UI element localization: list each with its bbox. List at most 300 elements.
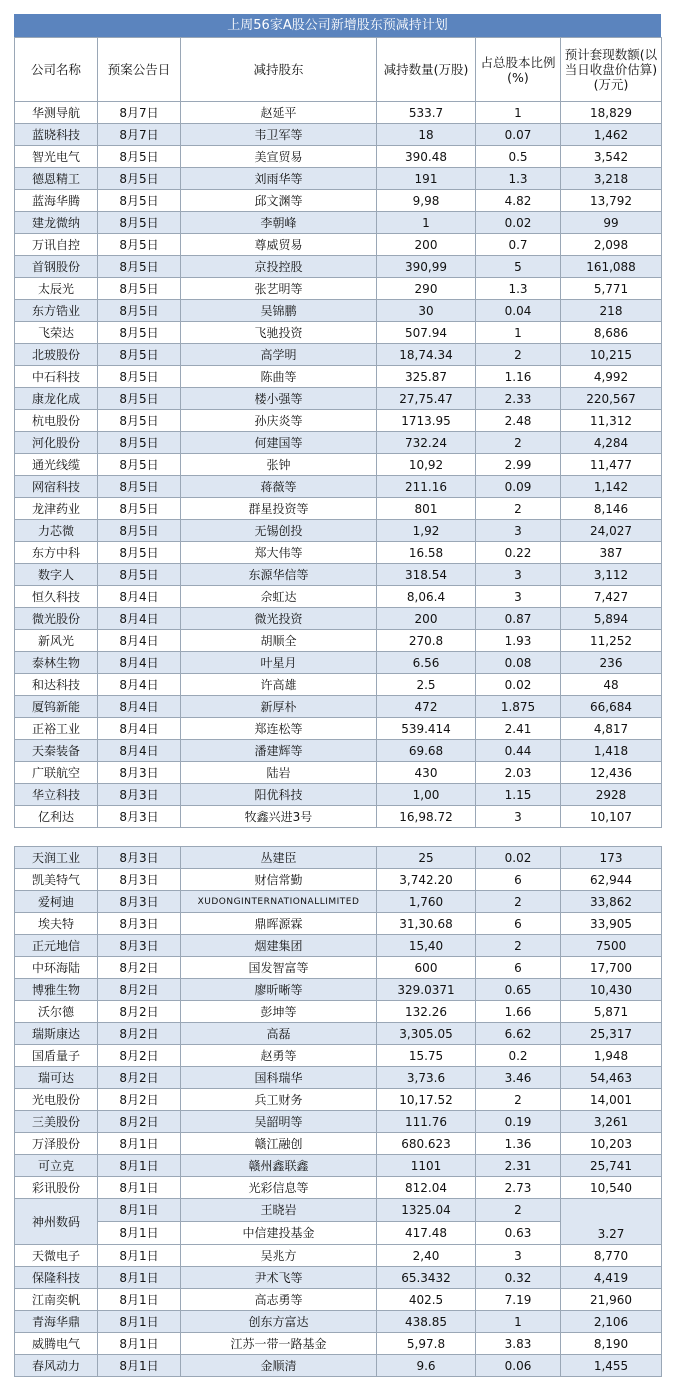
holder-cell: 金顺清 bbox=[181, 1355, 377, 1377]
date-cell-line: 8月1日 bbox=[98, 1199, 180, 1222]
value-cell: 14,001 bbox=[561, 1089, 662, 1111]
value-cell: 17,700 bbox=[561, 957, 662, 979]
table-row bbox=[15, 1133, 662, 1155]
amount-cell: 16,98.72 bbox=[377, 806, 476, 828]
table-row bbox=[15, 190, 662, 212]
date-cell bbox=[98, 1199, 181, 1245]
ratio-cell: 0.5 bbox=[476, 146, 561, 168]
company-cell: 泰林生物 bbox=[15, 652, 98, 674]
date-cell: 8月5日 bbox=[98, 300, 181, 322]
date-cell: 8月5日 bbox=[98, 410, 181, 432]
table-row bbox=[15, 1311, 662, 1333]
date-cell: 8月3日 bbox=[98, 869, 181, 891]
date-cell: 8月3日 bbox=[98, 935, 181, 957]
ratio-cell: 5 bbox=[476, 256, 561, 278]
ratio-cell: 0.22 bbox=[476, 542, 561, 564]
amount-cell: 507.94 bbox=[377, 322, 476, 344]
holder-cell: 张艺明等 bbox=[181, 278, 377, 300]
ratio-cell: 1.3 bbox=[476, 278, 561, 300]
company-cell: 智光电气 bbox=[15, 146, 98, 168]
company-cell: 春风动力 bbox=[15, 1355, 98, 1377]
table-row bbox=[15, 1067, 662, 1089]
date-cell: 8月3日 bbox=[98, 784, 181, 806]
date-cell: 8月4日 bbox=[98, 586, 181, 608]
table-row bbox=[15, 542, 662, 564]
ratio-cell: 1.36 bbox=[476, 1133, 561, 1155]
date-cell: 8月4日 bbox=[98, 718, 181, 740]
amount-cell: 1,760 bbox=[377, 891, 476, 913]
table-row bbox=[15, 762, 662, 784]
company-cell: 德恩精工 bbox=[15, 168, 98, 190]
ratio-cell: 1 bbox=[476, 322, 561, 344]
amount-cell: 132.26 bbox=[377, 1001, 476, 1023]
amount-cell: 1,00 bbox=[377, 784, 476, 806]
ratio-cell: 1.16 bbox=[476, 366, 561, 388]
company-cell: 万讯自控 bbox=[15, 234, 98, 256]
table-row bbox=[15, 278, 662, 300]
holder-cell: 赣江融创 bbox=[181, 1133, 377, 1155]
company-cell: 威腾电气 bbox=[15, 1333, 98, 1355]
date-cell: 8月1日 bbox=[98, 1133, 181, 1155]
ratio-cell: 2 bbox=[476, 344, 561, 366]
ratio-cell: 3 bbox=[476, 564, 561, 586]
holder-cell: 陈曲等 bbox=[181, 366, 377, 388]
value-cell: 54,463 bbox=[561, 1067, 662, 1089]
table-row bbox=[15, 847, 662, 869]
value-cell: 66,684 bbox=[561, 696, 662, 718]
company-cell: 神州数码 bbox=[15, 1199, 98, 1245]
holder-cell: 国发智富等 bbox=[181, 957, 377, 979]
amount-cell: 15.75 bbox=[377, 1045, 476, 1067]
value-cell: 3,542 bbox=[561, 146, 662, 168]
holder-cell: 吴锦鹏 bbox=[181, 300, 377, 322]
amount-cell: 200 bbox=[377, 608, 476, 630]
table-row bbox=[15, 1111, 662, 1133]
company-cell: 华立科技 bbox=[15, 784, 98, 806]
ratio-cell: 2.99 bbox=[476, 454, 561, 476]
ratio-cell: 2.48 bbox=[476, 410, 561, 432]
date-cell: 8月2日 bbox=[98, 1111, 181, 1133]
date-cell: 8月5日 bbox=[98, 366, 181, 388]
date-cell: 8月5日 bbox=[98, 564, 181, 586]
amount-cell: 1101 bbox=[377, 1155, 476, 1177]
value-cell: 33,862 bbox=[561, 891, 662, 913]
table-row bbox=[15, 432, 662, 454]
date-cell: 8月1日 bbox=[98, 1355, 181, 1377]
amount-cell: 191 bbox=[377, 168, 476, 190]
amount-cell: 600 bbox=[377, 957, 476, 979]
value-cell: 18,829 bbox=[561, 102, 662, 124]
ratio-cell: 2.03 bbox=[476, 762, 561, 784]
value-cell: 10,203 bbox=[561, 1133, 662, 1155]
ratio-cell: 0.2 bbox=[476, 1045, 561, 1067]
table-row bbox=[15, 410, 662, 432]
company-cell: 龙津药业 bbox=[15, 498, 98, 520]
holder-cell: 陆岩 bbox=[181, 762, 377, 784]
amount-cell: 2,40 bbox=[377, 1245, 476, 1267]
date-cell: 8月3日 bbox=[98, 762, 181, 784]
ratio-cell: 3.83 bbox=[476, 1333, 561, 1355]
company-cell: 首钢股份 bbox=[15, 256, 98, 278]
company-cell: 微光股份 bbox=[15, 608, 98, 630]
value-cell: 8,146 bbox=[561, 498, 662, 520]
value-cell: 218 bbox=[561, 300, 662, 322]
company-cell: 河化股份 bbox=[15, 432, 98, 454]
amount-cell: 2.5 bbox=[377, 674, 476, 696]
holder-cell: 赵延平 bbox=[181, 102, 377, 124]
company-cell: 保隆科技 bbox=[15, 1267, 98, 1289]
header-holder: 减持股东 bbox=[181, 38, 377, 102]
holder-cell: 楼小强等 bbox=[181, 388, 377, 410]
value-cell: 1,418 bbox=[561, 740, 662, 762]
holder-cell: 国科瑞华 bbox=[181, 1067, 377, 1089]
holder-cell: XUDONGINTERNATIONALLIMITED bbox=[181, 891, 377, 913]
amount-cell: 290 bbox=[377, 278, 476, 300]
date-cell: 8月4日 bbox=[98, 674, 181, 696]
holder-cell: 叶星月 bbox=[181, 652, 377, 674]
header-company: 公司名称 bbox=[15, 38, 98, 102]
table-row bbox=[15, 322, 662, 344]
ratio-cell: 2.33 bbox=[476, 388, 561, 410]
holder-cell: 孙庆炎等 bbox=[181, 410, 377, 432]
holder-cell: 郑连松等 bbox=[181, 718, 377, 740]
date-cell: 8月4日 bbox=[98, 652, 181, 674]
company-cell: 埃夫特 bbox=[15, 913, 98, 935]
value-cell: 2,098 bbox=[561, 234, 662, 256]
table-row bbox=[15, 1267, 662, 1289]
ratio-cell: 0.7 bbox=[476, 234, 561, 256]
amount-cell: 430 bbox=[377, 762, 476, 784]
value-cell: 10,430 bbox=[561, 979, 662, 1001]
company-cell: 蓝晓科技 bbox=[15, 124, 98, 146]
company-cell: 东方中科 bbox=[15, 542, 98, 564]
date-cell: 8月5日 bbox=[98, 388, 181, 410]
amount-cell: 8,06.4 bbox=[377, 586, 476, 608]
table-row bbox=[15, 630, 662, 652]
table-row bbox=[15, 674, 662, 696]
ratio-cell: 0.02 bbox=[476, 674, 561, 696]
holder-cell bbox=[181, 1199, 377, 1245]
ratio-cell: 0.09 bbox=[476, 476, 561, 498]
date-cell: 8月7日 bbox=[98, 102, 181, 124]
date-cell: 8月1日 bbox=[98, 1311, 181, 1333]
holder-cell: 赵勇等 bbox=[181, 1045, 377, 1067]
date-cell: 8月4日 bbox=[98, 630, 181, 652]
amount-cell: 680.623 bbox=[377, 1133, 476, 1155]
table-row bbox=[15, 1177, 662, 1199]
table-row bbox=[15, 146, 662, 168]
ratio-cell: 0.02 bbox=[476, 847, 561, 869]
company-cell: 东方锆业 bbox=[15, 300, 98, 322]
ratio-cell: 2 bbox=[476, 1089, 561, 1111]
amount-cell: 16.58 bbox=[377, 542, 476, 564]
amount-cell: 539.414 bbox=[377, 718, 476, 740]
value-cell: 48 bbox=[561, 674, 662, 696]
holder-cell: 飞驰投资 bbox=[181, 322, 377, 344]
company-cell: 通光线缆 bbox=[15, 454, 98, 476]
company-cell: 中石科技 bbox=[15, 366, 98, 388]
reduction-table-part2 bbox=[14, 846, 662, 1377]
table-row bbox=[15, 696, 662, 718]
date-cell: 8月5日 bbox=[98, 498, 181, 520]
value-cell: 11,477 bbox=[561, 454, 662, 476]
holder-cell: 许高雄 bbox=[181, 674, 377, 696]
company-cell: 天润工业 bbox=[15, 847, 98, 869]
date-cell: 8月1日 bbox=[98, 1177, 181, 1199]
company-cell: 可立克 bbox=[15, 1155, 98, 1177]
amount-cell: 9,98 bbox=[377, 190, 476, 212]
amount-cell: 318.54 bbox=[377, 564, 476, 586]
table-row-merged bbox=[15, 1199, 662, 1245]
ratio-cell bbox=[476, 1199, 561, 1245]
company-cell: 光电股份 bbox=[15, 1089, 98, 1111]
table-row bbox=[15, 935, 662, 957]
date-cell: 8月1日 bbox=[98, 1155, 181, 1177]
ratio-cell: 3 bbox=[476, 520, 561, 542]
holder-cell: 潘建辉等 bbox=[181, 740, 377, 762]
holder-cell: 胡顺全 bbox=[181, 630, 377, 652]
value-cell: 236 bbox=[561, 652, 662, 674]
amount-cell: 5,97.8 bbox=[377, 1333, 476, 1355]
table-row bbox=[15, 476, 662, 498]
amount-cell: 9.6 bbox=[377, 1355, 476, 1377]
ratio-cell: 1.66 bbox=[476, 1001, 561, 1023]
company-cell: 瑞可达 bbox=[15, 1067, 98, 1089]
table-row bbox=[15, 300, 662, 322]
company-cell: 瑞斯康达 bbox=[15, 1023, 98, 1045]
amount-cell-line: 1325.04 bbox=[377, 1199, 475, 1222]
value-cell: 220,567 bbox=[561, 388, 662, 410]
date-cell: 8月1日 bbox=[98, 1245, 181, 1267]
company-cell: 博雅生物 bbox=[15, 979, 98, 1001]
ratio-cell: 0.08 bbox=[476, 652, 561, 674]
ratio-cell: 2 bbox=[476, 935, 561, 957]
holder-cell: 无锡创投 bbox=[181, 520, 377, 542]
table-row bbox=[15, 913, 662, 935]
holder-cell: 京投控股 bbox=[181, 256, 377, 278]
date-cell: 8月5日 bbox=[98, 344, 181, 366]
date-cell: 8月3日 bbox=[98, 847, 181, 869]
holder-cell: 佘虹达 bbox=[181, 586, 377, 608]
value-cell: 10,215 bbox=[561, 344, 662, 366]
date-cell: 8月5日 bbox=[98, 190, 181, 212]
date-cell: 8月5日 bbox=[98, 432, 181, 454]
company-cell: 康龙化成 bbox=[15, 388, 98, 410]
company-cell: 和达科技 bbox=[15, 674, 98, 696]
value-cell: 11,312 bbox=[561, 410, 662, 432]
amount-cell: 732.24 bbox=[377, 432, 476, 454]
ratio-cell: 1.15 bbox=[476, 784, 561, 806]
amount-cell: 270.8 bbox=[377, 630, 476, 652]
company-cell: 杭电股份 bbox=[15, 410, 98, 432]
amount-cell: 390,99 bbox=[377, 256, 476, 278]
holder-cell: 阳优科技 bbox=[181, 784, 377, 806]
ratio-cell: 0.65 bbox=[476, 979, 561, 1001]
amount-cell: 30 bbox=[377, 300, 476, 322]
amount-cell: 6.56 bbox=[377, 652, 476, 674]
date-cell: 8月2日 bbox=[98, 1089, 181, 1111]
company-cell: 沃尔德 bbox=[15, 1001, 98, 1023]
value-cell: 4,419 bbox=[561, 1267, 662, 1289]
ratio-cell: 0.19 bbox=[476, 1111, 561, 1133]
holder-cell: 韦卫军等 bbox=[181, 124, 377, 146]
holder-cell: 创东方富达 bbox=[181, 1311, 377, 1333]
date-cell: 8月5日 bbox=[98, 520, 181, 542]
table-row bbox=[15, 1355, 662, 1377]
company-cell: 国盾量子 bbox=[15, 1045, 98, 1067]
date-cell: 8月3日 bbox=[98, 891, 181, 913]
table-row bbox=[15, 608, 662, 630]
ratio-cell: 0.04 bbox=[476, 300, 561, 322]
value-cell: 3.27 bbox=[561, 1199, 662, 1245]
table-row bbox=[15, 979, 662, 1001]
ratio-cell: 2 bbox=[476, 432, 561, 454]
value-cell: 5,771 bbox=[561, 278, 662, 300]
amount-cell: 390.48 bbox=[377, 146, 476, 168]
date-cell: 8月5日 bbox=[98, 256, 181, 278]
table-row bbox=[15, 366, 662, 388]
amount-cell bbox=[377, 1199, 476, 1245]
amount-cell: 18,74.34 bbox=[377, 344, 476, 366]
amount-cell: 65.3432 bbox=[377, 1267, 476, 1289]
company-cell: 新风光 bbox=[15, 630, 98, 652]
holder-cell: 赣州鑫联鑫 bbox=[181, 1155, 377, 1177]
amount-cell: 27,75.47 bbox=[377, 388, 476, 410]
amount-cell: 3,305.05 bbox=[377, 1023, 476, 1045]
ratio-cell: 1.93 bbox=[476, 630, 561, 652]
value-cell: 10,540 bbox=[561, 1177, 662, 1199]
ratio-cell: 1 bbox=[476, 1311, 561, 1333]
table-row bbox=[15, 891, 662, 913]
amount-cell: 438.85 bbox=[377, 1311, 476, 1333]
table-row bbox=[15, 124, 662, 146]
value-cell: 3,261 bbox=[561, 1111, 662, 1133]
value-cell: 99 bbox=[561, 212, 662, 234]
holder-cell: 高学明 bbox=[181, 344, 377, 366]
company-cell: 正裕工业 bbox=[15, 718, 98, 740]
date-cell: 8月5日 bbox=[98, 234, 181, 256]
table-row bbox=[15, 718, 662, 740]
holder-cell-line: 王晓岩 bbox=[181, 1199, 376, 1222]
date-cell: 8月3日 bbox=[98, 806, 181, 828]
value-cell: 1,455 bbox=[561, 1355, 662, 1377]
ratio-cell-line: 2 bbox=[476, 1199, 560, 1222]
ratio-cell: 0.07 bbox=[476, 124, 561, 146]
value-cell: 13,792 bbox=[561, 190, 662, 212]
table-row bbox=[15, 784, 662, 806]
holder-cell: 高志勇等 bbox=[181, 1289, 377, 1311]
holder-cell: 郑大伟等 bbox=[181, 542, 377, 564]
ratio-cell: 7.19 bbox=[476, 1289, 561, 1311]
company-cell: 三美股份 bbox=[15, 1111, 98, 1133]
value-cell: 1,142 bbox=[561, 476, 662, 498]
value-cell: 62,944 bbox=[561, 869, 662, 891]
table-row bbox=[15, 1333, 662, 1355]
company-cell: 网宿科技 bbox=[15, 476, 98, 498]
company-cell: 彩讯股份 bbox=[15, 1177, 98, 1199]
ratio-cell: 6.62 bbox=[476, 1023, 561, 1045]
date-cell: 8月2日 bbox=[98, 1045, 181, 1067]
holder-cell: 兵工财务 bbox=[181, 1089, 377, 1111]
value-cell: 8,190 bbox=[561, 1333, 662, 1355]
table-row bbox=[15, 652, 662, 674]
date-cell: 8月2日 bbox=[98, 1001, 181, 1023]
company-cell: 江南奕帆 bbox=[15, 1289, 98, 1311]
date-cell: 8月4日 bbox=[98, 740, 181, 762]
header-amount: 减持数量(万股) bbox=[377, 38, 476, 102]
value-cell: 1,948 bbox=[561, 1045, 662, 1067]
value-cell: 2,106 bbox=[561, 1311, 662, 1333]
reduction-table-part1 bbox=[14, 37, 662, 828]
header-date: 预案公告日 bbox=[98, 38, 181, 102]
table-header-row bbox=[15, 38, 662, 102]
holder-cell: 美宣贸易 bbox=[181, 146, 377, 168]
holder-cell: 微光投资 bbox=[181, 608, 377, 630]
value-cell: 3,218 bbox=[561, 168, 662, 190]
holder-cell: 财信常勤 bbox=[181, 869, 377, 891]
holder-cell: 尊威贸易 bbox=[181, 234, 377, 256]
date-cell: 8月5日 bbox=[98, 168, 181, 190]
amount-cell: 69.68 bbox=[377, 740, 476, 762]
value-cell: 5,894 bbox=[561, 608, 662, 630]
value-cell: 33,905 bbox=[561, 913, 662, 935]
holder-cell: 鼎晖源霖 bbox=[181, 913, 377, 935]
ratio-cell: 2.31 bbox=[476, 1155, 561, 1177]
table-row bbox=[15, 388, 662, 410]
date-cell: 8月2日 bbox=[98, 1023, 181, 1045]
company-cell: 凯美特气 bbox=[15, 869, 98, 891]
holder-cell: 吴兆方 bbox=[181, 1245, 377, 1267]
amount-cell: 1713.95 bbox=[377, 410, 476, 432]
value-cell: 4,992 bbox=[561, 366, 662, 388]
value-cell: 11,252 bbox=[561, 630, 662, 652]
value-cell: 24,027 bbox=[561, 520, 662, 542]
date-cell: 8月5日 bbox=[98, 278, 181, 300]
holder-cell: 江苏一带一路基金 bbox=[181, 1333, 377, 1355]
ratio-cell: 1 bbox=[476, 102, 561, 124]
ratio-cell: 2.41 bbox=[476, 718, 561, 740]
date-cell: 8月5日 bbox=[98, 322, 181, 344]
table-row bbox=[15, 806, 662, 828]
holder-cell: 邱文渊等 bbox=[181, 190, 377, 212]
page-title: 上周56家A股公司新增股东预减持计划 bbox=[14, 14, 661, 37]
table-row bbox=[15, 1289, 662, 1311]
holder-cell: 群星投资等 bbox=[181, 498, 377, 520]
ratio-cell: 0.06 bbox=[476, 1355, 561, 1377]
company-cell: 正元地信 bbox=[15, 935, 98, 957]
holder-cell: 张钟 bbox=[181, 454, 377, 476]
ratio-cell: 1.875 bbox=[476, 696, 561, 718]
holder-cell: 东源华信等 bbox=[181, 564, 377, 586]
holder-cell: 何建国等 bbox=[181, 432, 377, 454]
amount-cell-line: 417.48 bbox=[405, 1226, 447, 1240]
table-row bbox=[15, 1023, 662, 1045]
amount-cell: 402.5 bbox=[377, 1289, 476, 1311]
table-row bbox=[15, 957, 662, 979]
holder-cell: 廖昕晰等 bbox=[181, 979, 377, 1001]
table-row bbox=[15, 869, 662, 891]
holder-cell: 丛建臣 bbox=[181, 847, 377, 869]
amount-cell: 111.76 bbox=[377, 1111, 476, 1133]
date-cell: 8月5日 bbox=[98, 454, 181, 476]
amount-cell: 472 bbox=[377, 696, 476, 718]
company-cell: 蓝海华腾 bbox=[15, 190, 98, 212]
value-cell: 4,817 bbox=[561, 718, 662, 740]
date-cell: 8月7日 bbox=[98, 124, 181, 146]
value-cell: 7500 bbox=[561, 935, 662, 957]
holder-cell: 彭坤等 bbox=[181, 1001, 377, 1023]
value-cell: 21,960 bbox=[561, 1289, 662, 1311]
